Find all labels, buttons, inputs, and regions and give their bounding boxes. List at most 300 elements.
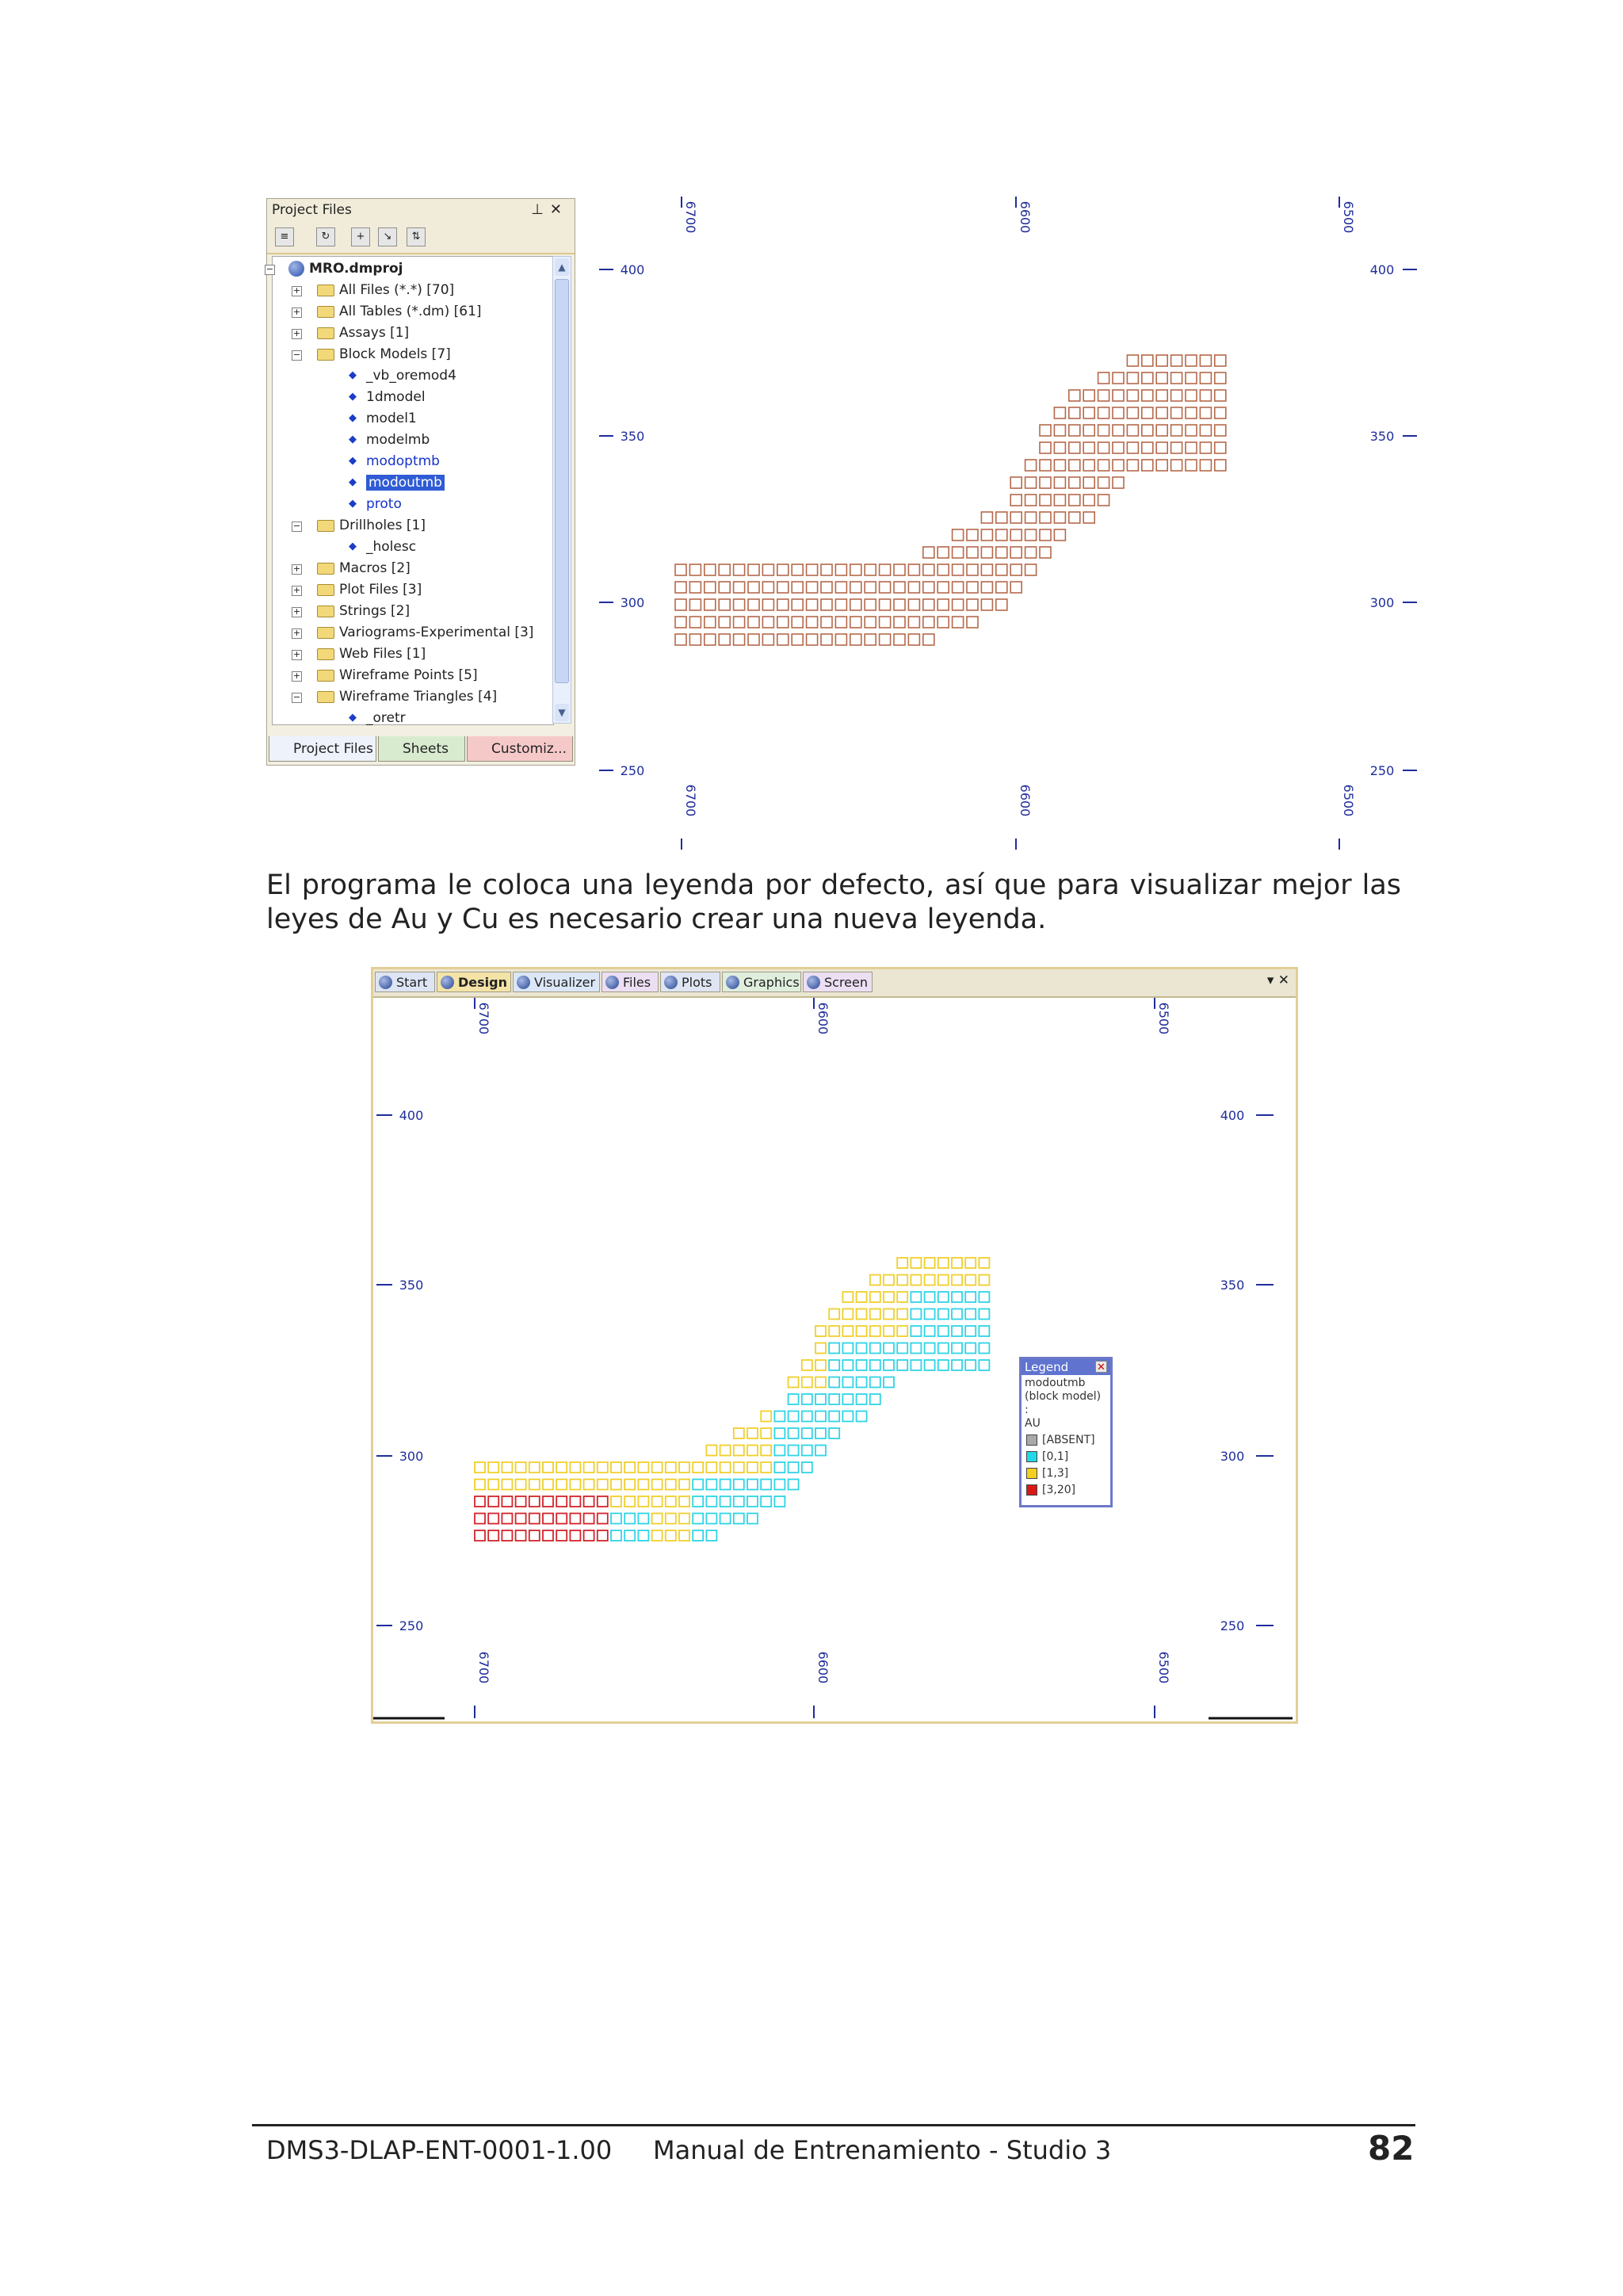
model-block [829,1377,839,1388]
tree-item[interactable] [344,494,402,515]
model-block [705,582,716,593]
expand-icon[interactable]: + [292,585,301,595]
model-block [850,564,861,575]
model-block [981,512,992,523]
model-block [884,1292,894,1302]
folder-icon [317,563,334,575]
model-block [979,1275,989,1286]
block-model-icon: ◆ [349,391,357,403]
folder-icon [317,606,334,617]
model-block [829,1309,839,1320]
x-tick-label-bottom: 6500 [1156,1651,1171,1684]
model-block [908,582,919,593]
model-block [720,1496,731,1507]
tree-item[interactable] [317,515,426,537]
legend-item [1022,1432,1110,1449]
legend-window[interactable] [1019,1357,1113,1507]
model-block [952,1292,962,1302]
model-block [719,634,730,645]
tree-item[interactable] [317,558,411,579]
model-block [570,1496,580,1507]
model-block [829,1326,839,1336]
model-block [502,1496,512,1507]
model-block [706,1480,716,1490]
tree-item[interactable] [317,686,497,708]
tree-item[interactable] [317,622,533,644]
model-block [598,1530,608,1541]
model-block [923,599,934,610]
model-block [884,1343,894,1354]
model-block [802,1377,812,1388]
model-block [1040,442,1051,453]
expand-icon[interactable]: + [292,628,301,638]
model-block [777,617,789,628]
x-tick-label-top: 6700 [476,1002,491,1035]
model-block [835,564,846,575]
model-block [965,1258,976,1268]
model-block [693,1462,703,1473]
model-block [802,1446,812,1456]
model-block [1186,390,1197,401]
folder-icon [317,327,334,339]
block-model-icon: ◆ [349,434,357,445]
model-block [897,1343,907,1354]
model-block [1083,460,1094,471]
window-controls[interactable]: ▾ ✕ [1266,972,1289,988]
model-block [908,564,919,575]
model-block [693,1514,703,1524]
model-block [857,1377,867,1388]
model-block [1127,355,1138,366]
model-block [857,1412,867,1422]
tree-item[interactable] [317,301,482,323]
scroll-up-icon[interactable]: ▲ [555,258,569,276]
model-block [761,1480,771,1490]
model-block [734,582,745,593]
model-block [829,1412,839,1422]
model-block [842,1343,853,1354]
model-block [1200,407,1211,418]
model-block [938,1343,949,1354]
model-block [777,599,789,610]
model-block [584,1530,594,1541]
model-block [1098,442,1109,453]
panel-toolbar [267,221,575,254]
model-block [850,599,861,610]
model-block [1069,477,1080,488]
model-block [1025,477,1037,488]
model-block [1010,564,1022,575]
model-block [938,1258,949,1268]
model-block [870,1309,880,1320]
block-model-icon: ◆ [349,476,357,488]
model-block [777,634,789,645]
model-block [981,529,992,541]
tab-design[interactable] [437,972,511,992]
legend-swatch [1026,1468,1037,1479]
model-block [748,564,759,575]
model-block [761,1446,771,1456]
tree-item[interactable] [344,537,416,558]
model-block [774,1428,785,1438]
tree-item[interactable] [317,344,451,365]
model-block [666,1462,676,1473]
model-block [802,1412,812,1422]
model-block [1156,460,1167,471]
model-block [911,1309,921,1320]
model-block [967,582,978,593]
expand-icon[interactable]: + [292,606,301,617]
model-block [1083,425,1094,436]
block-model-icon: ◆ [349,712,357,724]
model-block [706,1514,716,1524]
model-block [857,1326,867,1336]
tab-sheets[interactable]: Sheets [378,736,465,762]
model-block [1200,355,1211,366]
model-block [624,1480,635,1490]
model-block [923,617,934,628]
model-block [762,582,773,593]
tree-item[interactable] [317,601,410,622]
model-block [925,1275,935,1286]
model-block [923,582,934,593]
model-block [938,1309,949,1320]
tree-item[interactable] [344,708,406,729]
x-tick-label-top: 6700 [683,201,698,234]
toolbar-refresh-icon[interactable]: ↻ [316,227,335,246]
model-block [1069,407,1080,418]
legend-item [1022,1449,1110,1465]
y-tick-label-left: 400 [399,1108,424,1123]
model-block [1010,512,1022,523]
tab-visualizer[interactable] [513,972,600,992]
model-block [967,529,978,541]
model-block [965,1275,976,1286]
tree-item-label: _holesc [366,539,417,555]
model-block [1069,512,1080,523]
model-block [734,1514,744,1524]
tree-item[interactable] [288,258,403,280]
model-block [720,1480,731,1490]
folder-icon [317,520,334,532]
model-block [693,1530,703,1541]
model-block [1040,495,1051,506]
model-block [821,599,832,610]
model-block [894,599,905,610]
model-block [842,1412,853,1422]
folder-icon [317,349,334,361]
folder-icon [317,648,334,660]
expand-icon[interactable]: + [292,285,301,296]
toolbar-new-icon[interactable]: + [351,227,370,246]
y-tick-label-right: 350 [1220,1278,1245,1293]
panel-title-bar [267,199,575,222]
model-block [1156,407,1167,418]
model-block [953,582,964,593]
y-tick-label-left: 300 [399,1449,424,1464]
tree-item[interactable] [344,430,430,451]
model-block [911,1292,921,1302]
tree-item-label: Assays [1] [339,325,410,341]
model-block [1142,425,1153,436]
model-block [884,1326,894,1336]
collapse-icon[interactable]: − [292,692,301,702]
model-block [1083,390,1094,401]
model-block [543,1514,553,1524]
model-block [705,599,716,610]
model-block [748,634,759,645]
tree-item-label: Plot Files [3] [339,582,422,598]
scroll-down-icon[interactable]: ▼ [555,704,569,721]
folder-icon [317,584,334,596]
legend-close-icon[interactable]: ✕ [1095,1361,1107,1373]
model-block [925,1360,935,1370]
model-block [829,1360,839,1370]
model-block [1025,547,1037,558]
model-block [774,1496,785,1507]
model-block [666,1496,676,1507]
expand-icon[interactable]: + [292,670,301,681]
tree-item[interactable] [344,472,445,494]
model-block [1040,547,1051,558]
model-block [911,1360,921,1370]
model-block [884,1275,894,1286]
y-tick-label-left: 250 [399,1618,424,1633]
model-block [666,1514,676,1524]
model-block [1054,495,1065,506]
model-block [502,1462,512,1473]
model-block [1069,390,1080,401]
y-tick-label-right: 400 [1220,1108,1245,1123]
y-tick-label-right: 250 [1369,763,1395,778]
model-block [842,1394,853,1404]
model-block [584,1514,594,1524]
model-block [774,1446,785,1456]
model-block [652,1496,663,1507]
model-block [556,1462,567,1473]
project-tree [265,256,554,726]
legend-label: [1,3] [1042,1467,1069,1480]
tab-graphics[interactable] [722,972,801,992]
model-block [897,1360,907,1370]
model-block [1054,529,1065,541]
model-block [475,1514,485,1524]
model-block [1186,355,1197,366]
model-block [815,1446,826,1456]
model-block [675,564,686,575]
tree-item[interactable] [317,323,409,344]
model-block [543,1496,553,1507]
model-block [747,1514,758,1524]
legend-label: [3,20] [1042,1484,1076,1496]
design-window [371,967,1298,1724]
tab-customize[interactable]: Customiz... [467,736,573,762]
model-block [1215,460,1226,471]
model-block [516,1496,526,1507]
expand-icon[interactable]: + [292,649,301,659]
model-block [1054,512,1065,523]
toolbar-tree-icon[interactable]: ≡ [275,227,294,246]
model-block [1010,582,1022,593]
tree-item[interactable] [344,387,426,408]
model-block [706,1462,716,1473]
tab-plots[interactable] [660,972,720,992]
model-block [850,634,861,645]
model-block [556,1514,567,1524]
model-block [792,634,803,645]
model-block [865,617,876,628]
model-block [1200,460,1211,471]
model-block [1083,495,1094,506]
y-tick-label-right: 250 [1220,1618,1245,1633]
expand-icon[interactable]: + [292,563,301,574]
panel-title: Project Files [272,202,352,218]
model-block [675,634,686,645]
model-block [1054,442,1065,453]
model-block [516,1514,526,1524]
tree-item[interactable] [317,665,478,686]
model-block [979,1258,989,1268]
model-block [1171,355,1182,366]
model-block [923,547,934,558]
panel-controls[interactable]: ⊥✕ [531,201,568,218]
model-block [762,599,773,610]
model-block [1040,512,1051,523]
x-tick-label-bottom: 6500 [1341,784,1356,817]
model-block [908,617,919,628]
model-block [1127,442,1138,453]
model-block [611,1462,621,1473]
model-block [1025,495,1037,506]
model-block [821,582,832,593]
model-block [529,1462,540,1473]
tab-screen[interactable] [803,972,873,992]
tree-item-label: Wireframe Triangles [4] [339,689,498,705]
model-block [953,599,964,610]
model-block [952,1275,962,1286]
model-block [850,582,861,593]
model-block [815,1360,826,1370]
project-files-panel [266,198,575,766]
model-block [720,1514,731,1524]
tree-item[interactable] [317,579,422,601]
toolbar-sort-icon[interactable]: ⇅ [407,227,426,246]
model-block [938,599,949,610]
x-tick-label-bottom: 6700 [683,784,698,817]
tab-start[interactable] [375,972,435,992]
model-block [857,1360,867,1370]
model-block [1054,407,1065,418]
model-block [679,1496,689,1507]
model-block [1113,425,1124,436]
tree-item-label: proto [366,496,402,512]
model-block [624,1462,635,1473]
x-tick-label-bottom: 6700 [476,1651,491,1684]
y-tick-label-right: 350 [1369,429,1395,444]
tab-project-files[interactable]: Project Files [269,736,376,762]
model-block [952,1309,962,1320]
legend-item [1022,1482,1110,1499]
collapse-icon[interactable]: − [292,521,301,531]
model-block [821,617,832,628]
model-block [1156,355,1167,366]
model-block [792,564,803,575]
model-block [894,634,905,645]
design-tab-bar [373,969,1296,998]
model-block [598,1496,608,1507]
model-block [1127,425,1138,436]
model-block [1054,460,1065,471]
y-tick-label-left: 300 [620,595,645,610]
model-block [979,1326,989,1336]
model-block [652,1462,663,1473]
model-block [789,1462,799,1473]
tree-item-label: modelmb [366,432,430,448]
model-block [996,547,1007,558]
tree-item[interactable] [317,280,454,301]
expand-icon[interactable]: + [292,328,301,338]
model-block [1083,512,1094,523]
model-block [996,599,1007,610]
model-block [938,1275,949,1286]
model-block [1025,460,1037,471]
folder-icon [317,691,334,703]
collapse-icon[interactable]: − [265,264,274,274]
expand-icon[interactable]: + [292,307,301,317]
model-block [475,1480,485,1490]
x-tick-label-top: 6500 [1156,1002,1171,1035]
tree-item[interactable] [317,644,426,665]
model-block [897,1258,907,1268]
model-block [488,1496,498,1507]
toolbar-import-icon[interactable]: ↘ [378,227,397,246]
x-tick-label-bottom: 6600 [1018,784,1033,817]
panel-tabs [267,733,575,765]
tree-scrollbar[interactable] [552,256,571,724]
model-block [938,582,949,593]
model-block [884,1309,894,1320]
model-block [529,1514,540,1524]
collapse-icon[interactable]: − [292,350,301,360]
scroll-thumb[interactable] [555,279,569,683]
tree-item[interactable] [344,365,456,387]
legend-label: [ABSENT] [1042,1434,1095,1446]
model-block [952,1343,962,1354]
tree-item[interactable] [344,408,417,430]
tab-files[interactable] [601,972,659,992]
model-block [807,617,818,628]
model-block [938,617,949,628]
model-block [1069,425,1080,436]
model-block [870,1377,880,1388]
design-canvas [373,998,1296,1721]
model-block [1083,407,1094,418]
model-block [967,564,978,575]
model-block [880,599,891,610]
model-block [925,1292,935,1302]
block-model-icon: ◆ [349,455,357,467]
model-block [1010,529,1022,541]
model-block [802,1360,812,1370]
model-block [842,1360,853,1370]
tree-item[interactable] [344,451,440,472]
model-block [979,1292,989,1302]
block-model-icon: ◆ [349,369,357,381]
model-block [807,582,818,593]
model-block [897,1326,907,1336]
model-block [777,582,789,593]
model-block [734,599,745,610]
